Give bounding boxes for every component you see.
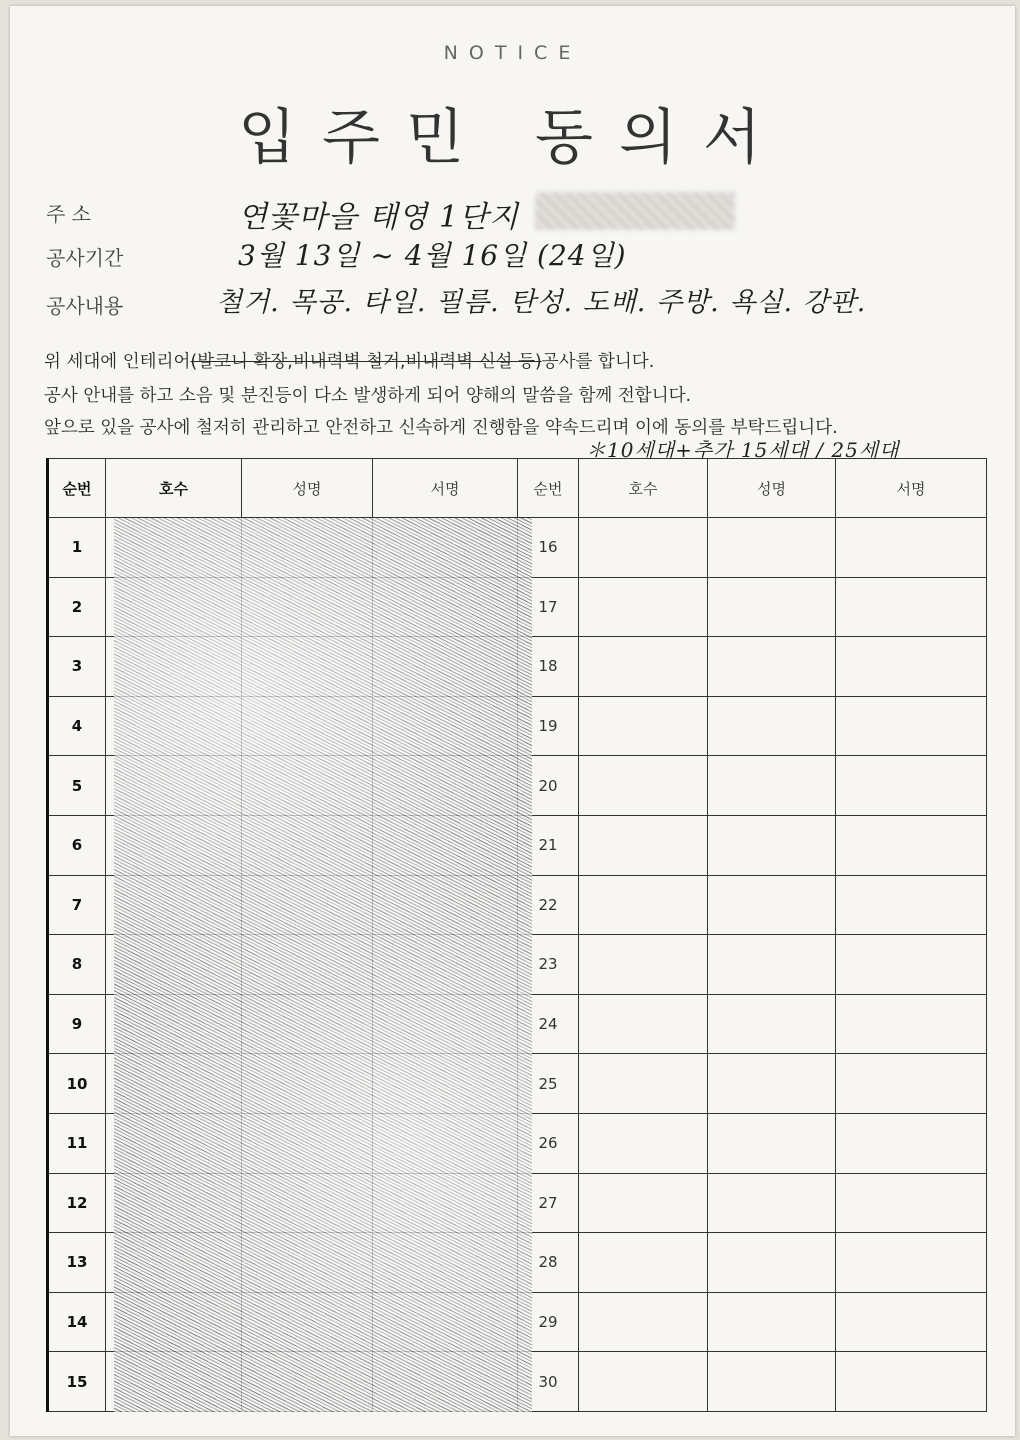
table-header-row bbox=[48, 459, 987, 518]
seq-right: 30 bbox=[518, 1352, 579, 1412]
signature-cell-right[interactable] bbox=[836, 756, 987, 816]
consent-sheet bbox=[10, 6, 1015, 1436]
seq-right: 24 bbox=[518, 994, 579, 1054]
header-signature-left: 서명 bbox=[373, 459, 518, 518]
seq-right: 25 bbox=[518, 1054, 579, 1114]
signature-cell-right[interactable] bbox=[836, 1233, 987, 1293]
signature-cell-right[interactable] bbox=[836, 1352, 987, 1412]
name-cell-right[interactable] bbox=[708, 1292, 836, 1352]
signature-cell-right[interactable] bbox=[836, 1113, 987, 1173]
content-label: 공사내용 bbox=[46, 294, 124, 318]
header-name-left: 성명 bbox=[242, 459, 373, 518]
seq-left: 1 bbox=[48, 518, 106, 578]
name-cell-right[interactable] bbox=[708, 935, 836, 995]
seq-right: 18 bbox=[518, 637, 579, 697]
unit-cell-right[interactable] bbox=[579, 637, 708, 697]
seq-right: 28 bbox=[518, 1233, 579, 1293]
seq-left: 9 bbox=[48, 994, 106, 1054]
name-cell-right[interactable] bbox=[708, 1233, 836, 1293]
seq-right: 22 bbox=[518, 875, 579, 935]
paragraph-line-1 bbox=[44, 348, 654, 373]
name-cell-right[interactable] bbox=[708, 815, 836, 875]
unit-cell-right[interactable] bbox=[579, 756, 708, 816]
signature-cell-right[interactable] bbox=[836, 637, 987, 697]
seq-left: 2 bbox=[48, 577, 106, 637]
signature-cell-right[interactable] bbox=[836, 815, 987, 875]
content-value: 철거. 목공. 타일. 필름. 탄성. 도배. 주방. 욕실. 강판. bbox=[216, 287, 867, 318]
unit-cell-right[interactable] bbox=[579, 875, 708, 935]
signature-cell-right[interactable] bbox=[836, 875, 987, 935]
seq-left: 6 bbox=[48, 815, 106, 875]
paragraph-line-2: 공사 안내를 하고 소음 및 분진등이 다소 발생하게 되어 양해의 말씀을 함께 전합니다. bbox=[44, 386, 692, 406]
signature-cell-right[interactable] bbox=[836, 577, 987, 637]
name-cell-right[interactable] bbox=[708, 637, 836, 697]
address-label: 주 소 bbox=[46, 202, 91, 226]
name-cell-right[interactable] bbox=[708, 994, 836, 1054]
unit-cell-right[interactable] bbox=[579, 1292, 708, 1352]
signature-cell-right[interactable] bbox=[836, 1292, 987, 1352]
unit-cell-right[interactable] bbox=[579, 1173, 708, 1233]
unit-cell-right[interactable] bbox=[579, 696, 708, 756]
name-cell-right[interactable] bbox=[708, 756, 836, 816]
paragraph-line-3: 앞으로 있을 공사에 철저히 관리하고 안전하고 신속하게 진행함을 약속드리며 이에 동의를 부탁드립니다. bbox=[44, 418, 838, 438]
page-title: 입주민 동의서 bbox=[238, 103, 787, 173]
header-unit-right: 호수 bbox=[579, 459, 708, 518]
name-cell-right[interactable] bbox=[708, 1054, 836, 1114]
name-cell-right[interactable] bbox=[708, 1173, 836, 1233]
unit-cell-right[interactable] bbox=[579, 577, 708, 637]
line1-post: 공사를 합니다. bbox=[541, 352, 655, 372]
seq-right: 23 bbox=[518, 935, 579, 995]
seq-left: 13 bbox=[48, 1233, 106, 1293]
period-value: 3월 13일 ~ 4월 16일 (24일) bbox=[238, 239, 627, 272]
notice-label: NOTICE bbox=[443, 42, 582, 64]
seq-right: 20 bbox=[518, 756, 579, 816]
unit-cell-right[interactable] bbox=[579, 1054, 708, 1114]
seq-right: 29 bbox=[518, 1292, 579, 1352]
seq-right: 19 bbox=[518, 696, 579, 756]
name-cell-right[interactable] bbox=[708, 875, 836, 935]
unit-cell-right[interactable] bbox=[579, 994, 708, 1054]
seq-left: 7 bbox=[48, 875, 106, 935]
signature-cell-right[interactable] bbox=[836, 1054, 987, 1114]
seq-right: 17 bbox=[518, 577, 579, 637]
unit-cell-right[interactable] bbox=[579, 1233, 708, 1293]
seq-left: 15 bbox=[48, 1352, 106, 1412]
signature-cell-right[interactable] bbox=[836, 994, 987, 1054]
unit-cell-right[interactable] bbox=[579, 1352, 708, 1412]
seq-left: 5 bbox=[48, 756, 106, 816]
name-cell-right[interactable] bbox=[708, 577, 836, 637]
seq-right: 26 bbox=[518, 1113, 579, 1173]
unit-cell-right[interactable] bbox=[579, 518, 708, 578]
header-signature-right: 서명 bbox=[836, 459, 987, 518]
name-cell-right[interactable] bbox=[708, 1352, 836, 1412]
seq-left: 14 bbox=[48, 1292, 106, 1352]
name-cell-right[interactable] bbox=[708, 696, 836, 756]
signature-cell-right[interactable] bbox=[836, 696, 987, 756]
signature-cell-right[interactable] bbox=[836, 935, 987, 995]
line1-pre: 위 세대에 인테리어 bbox=[44, 352, 191, 372]
seq-left: 11 bbox=[48, 1113, 106, 1173]
signature-cell-right[interactable] bbox=[836, 518, 987, 578]
header-seq-left: 순번 bbox=[48, 459, 106, 518]
header-name-right: 성명 bbox=[708, 459, 836, 518]
seq-left: 12 bbox=[48, 1173, 106, 1233]
seq-left: 8 bbox=[48, 935, 106, 995]
name-cell-right[interactable] bbox=[708, 518, 836, 578]
address-value: 연꽃마을 태영 1단지 bbox=[238, 200, 519, 235]
name-cell-right[interactable] bbox=[708, 1113, 836, 1173]
seq-left: 4 bbox=[48, 696, 106, 756]
redacted-unit-number bbox=[535, 192, 735, 230]
seq-left: 10 bbox=[48, 1054, 106, 1114]
line1-struck: (발코니 확장,비내력벽 철거,비내력벽 신설 등) bbox=[190, 352, 542, 372]
period-label: 공사기간 bbox=[46, 246, 124, 270]
unit-cell-right[interactable] bbox=[579, 1113, 708, 1173]
handwritten-note: ＊10세대+추가 15세대 / 25세대 bbox=[586, 438, 900, 462]
header-seq-right: 순번 bbox=[518, 459, 579, 518]
unit-cell-right[interactable] bbox=[579, 935, 708, 995]
seq-right: 27 bbox=[518, 1173, 579, 1233]
header-unit-left: 호수 bbox=[106, 459, 242, 518]
seq-left: 3 bbox=[48, 637, 106, 697]
signature-cell-right[interactable] bbox=[836, 1173, 987, 1233]
redacted-entries bbox=[114, 518, 532, 1412]
seq-right: 21 bbox=[518, 815, 579, 875]
seq-right: 16 bbox=[518, 518, 579, 578]
unit-cell-right[interactable] bbox=[579, 815, 708, 875]
